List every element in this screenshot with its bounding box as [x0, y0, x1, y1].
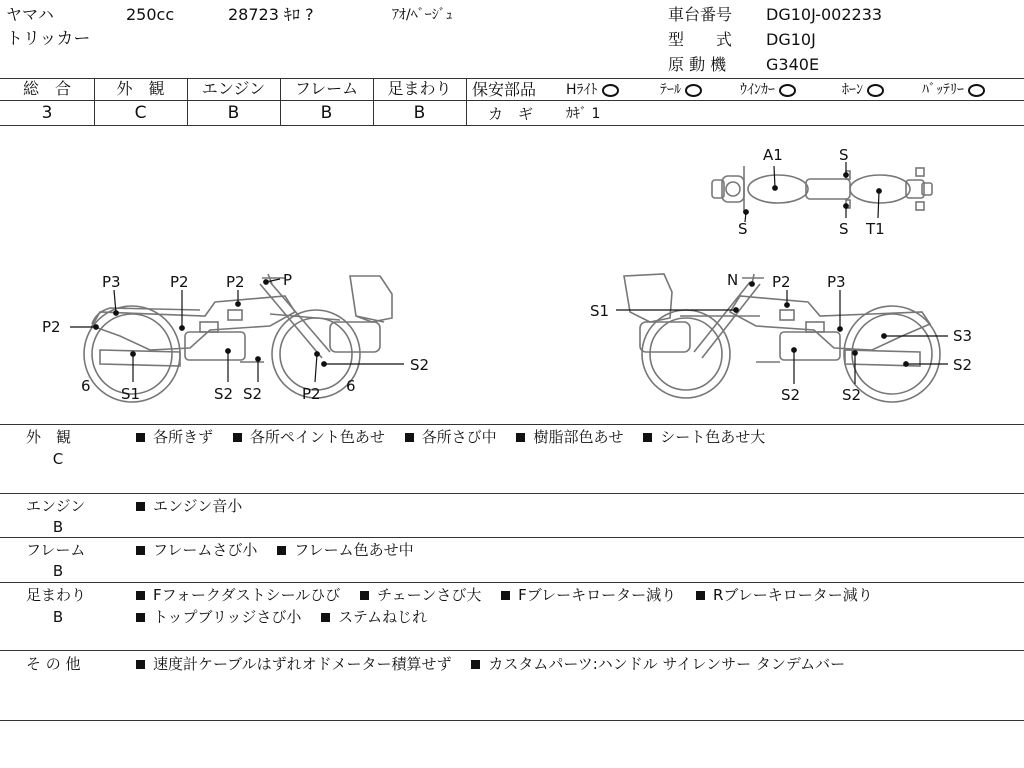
note-items — [136, 584, 1011, 628]
divider — [0, 493, 1024, 494]
divider — [0, 582, 1024, 583]
safety-item-label: ｳｲﾝｶｰ — [740, 82, 775, 98]
bike-right-view — [624, 274, 940, 402]
grade-suspension: B — [413, 103, 426, 123]
note-item: 各所さび中 — [405, 428, 512, 446]
damage-label: P3 — [102, 273, 121, 291]
safety-parts-label: 保安部品 — [472, 80, 537, 99]
note-item: 樹脂部色あせ — [516, 428, 638, 446]
damage-label: S2 — [214, 385, 234, 403]
damage-label: P3 — [827, 273, 846, 291]
note-item: トップブリッジさび小 — [136, 608, 316, 626]
note-items — [136, 426, 1006, 448]
key-label: カ ギ — [488, 105, 534, 123]
note-category: フレーム — [26, 541, 86, 559]
bike-top-view — [712, 166, 932, 212]
note-category: 外 観 — [26, 428, 72, 446]
note-item: 各所ペイント色あせ — [233, 428, 400, 446]
note-item: Rブレーキローター減り — [696, 586, 888, 604]
engine-code: G340E — [766, 55, 820, 74]
safety-item-label: ﾊﾞｯﾃﾘｰ — [922, 82, 964, 98]
damage-label: P2 — [302, 385, 321, 403]
displacement: 250cc — [126, 5, 175, 24]
safety-item — [660, 81, 702, 99]
note-item: シート色あせ大 — [643, 428, 765, 446]
note-category: そ の 他 — [26, 655, 81, 673]
divider — [0, 650, 1024, 651]
damage-label: T1 — [866, 220, 885, 238]
note-item: エンジン音小 — [136, 497, 242, 515]
divider — [0, 720, 1024, 721]
damage-label: S3 — [953, 327, 973, 345]
note-items — [136, 495, 1006, 517]
note-item: ステムねじれ — [321, 608, 427, 626]
note-item: フレーム色あせ中 — [277, 541, 413, 559]
damage-label: S2 — [243, 385, 263, 403]
grade-engine-label: エンジン — [201, 79, 266, 98]
note-item: カスタムパーツ:ハンドル サイレンサー タンデムバー — [471, 655, 845, 673]
note-grade: C — [52, 450, 64, 468]
frame-no: DG10J-002233 — [766, 5, 883, 24]
damage-label: S — [839, 146, 849, 164]
damage-label: 6 — [346, 377, 356, 395]
note-item: Fブレーキローター減り — [501, 586, 691, 604]
grade-suspension-label: 足まわり — [387, 79, 452, 98]
note-items — [136, 539, 1006, 561]
divider — [0, 100, 1024, 101]
grade-overall-label: 総 合 — [22, 79, 71, 98]
grade-engine: B — [227, 103, 240, 123]
safety-item — [740, 81, 796, 99]
damage-label: S1 — [590, 302, 610, 320]
grade-frame: B — [320, 103, 333, 123]
note-item: チェーンさび大 — [360, 586, 496, 604]
damage-label: N — [727, 271, 739, 289]
note-grade: B — [52, 608, 64, 626]
damage-label: S2 — [410, 356, 430, 374]
damage-label: P — [283, 271, 293, 289]
note-item: 各所きず — [136, 428, 228, 446]
color: ｱｵ/ﾍﾞｰｼﾞｭ — [392, 7, 453, 23]
model-code-label: 型 式 — [668, 30, 733, 49]
model-name: トリッカー — [6, 29, 91, 49]
safety-item — [566, 81, 619, 99]
maker: ヤマハ — [6, 5, 54, 24]
grade-overall: 3 — [41, 103, 53, 123]
safety-item-label: ﾎｰﾝ — [842, 82, 863, 98]
divider — [0, 537, 1024, 538]
damage-label: P2 — [42, 318, 61, 336]
frame-no-label: 車台番号 — [668, 5, 733, 24]
damage-label: P2 — [226, 273, 245, 291]
safety-item — [922, 81, 985, 99]
safety-item-label: Hﾗｲﾄ — [566, 82, 598, 98]
damage-label: S — [738, 220, 748, 238]
note-item: 速度計ケーブルはずれオドメーター積算せず — [136, 655, 467, 673]
damage-label: P2 — [170, 273, 189, 291]
note-items — [136, 653, 1011, 675]
note-category: 足まわり — [26, 586, 87, 604]
model-code: DG10J — [766, 30, 816, 49]
note-item: フレームさび小 — [136, 541, 272, 559]
damage-label: A1 — [763, 146, 783, 164]
ok-circle-icon — [779, 84, 796, 97]
note-category: エンジン — [26, 497, 86, 515]
note-grade: B — [52, 562, 64, 580]
mileage: 28723 ｷﾛ ? — [228, 5, 314, 24]
ok-circle-icon — [685, 84, 702, 97]
damage-label: S2 — [953, 356, 973, 374]
grade-exterior: C — [134, 103, 147, 123]
engine-code-label: 原 動 機 — [668, 55, 727, 74]
grade-exterior-label: 外 観 — [116, 79, 165, 98]
damage-label: 6 — [81, 377, 91, 395]
grade-frame-label: フレーム — [294, 79, 359, 98]
damage-label: S2 — [781, 386, 801, 404]
ok-circle-icon — [968, 84, 985, 97]
safety-item-label: ﾃｰﾙ — [660, 82, 681, 98]
damage-label: S1 — [121, 385, 141, 403]
ok-circle-icon — [867, 84, 884, 97]
safety-item — [842, 81, 884, 99]
damage-label: S2 — [842, 386, 862, 404]
ok-circle-icon — [602, 84, 619, 97]
damage-label: P2 — [772, 273, 791, 291]
damage-label: S — [839, 220, 849, 238]
note-grade: B — [52, 518, 64, 536]
divider — [0, 424, 1024, 425]
note-item: Fフォークダストシールひび — [136, 586, 355, 604]
bike-diagram — [0, 126, 1024, 424]
key-value: ｶｷﾞ 1 — [566, 106, 601, 122]
